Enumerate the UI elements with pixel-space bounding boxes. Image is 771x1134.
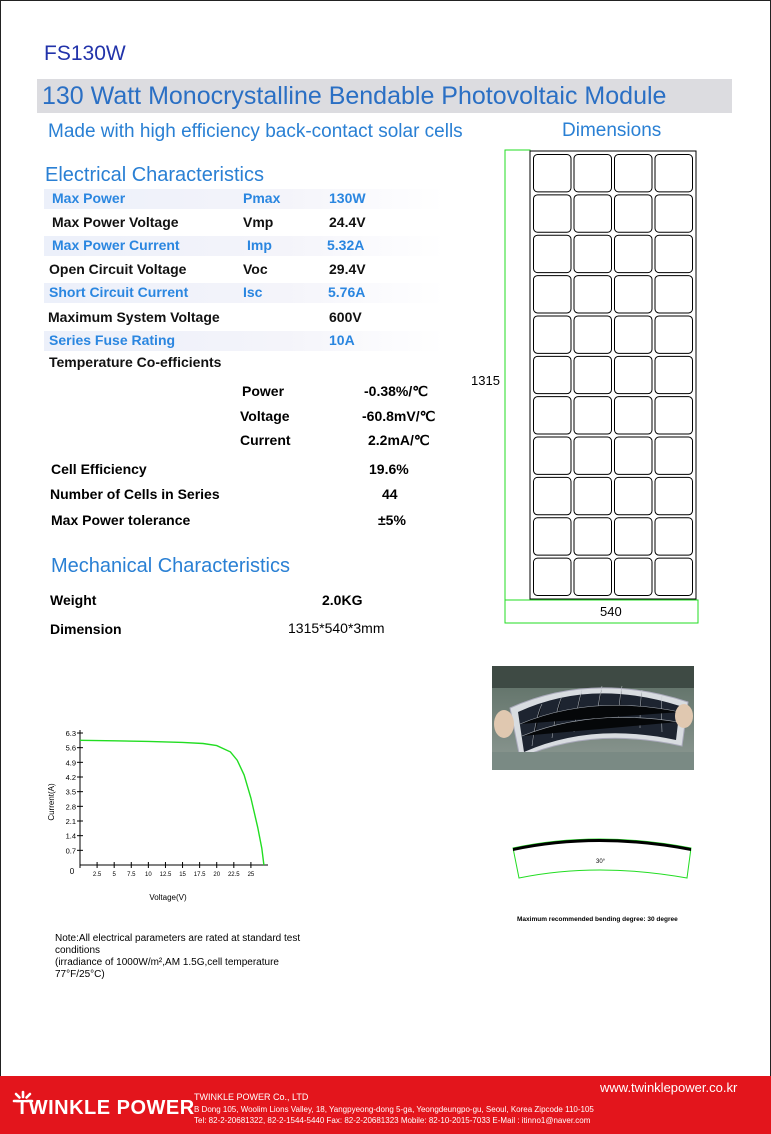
y-tick-label: 6.3 [65,729,76,738]
x-tick-label: 12.5 [159,872,172,878]
solar-cell [574,276,612,313]
spec-row-max-power-current [44,236,444,256]
x-axis-title: Voltage(V) [149,893,187,902]
bend-angle-diagram [505,830,695,925]
solar-cell [534,558,572,595]
dimensions-title: Dimensions [562,120,662,141]
solar-cell [615,397,653,434]
height-dimension-bracket [505,150,530,600]
spec-value: 600V [329,309,362,325]
bend-caption: Maximum recommended bending degree: 30 degree [517,916,678,923]
temp-current-label: Current [240,432,291,448]
spec-value: 5.76A [328,284,366,300]
solar-cell [655,276,693,313]
spec-value: 5.32A [327,237,365,253]
y-tick-label: 2.1 [65,817,76,826]
solar-cell [534,397,572,434]
cell-efficiency-value: 19.6% [369,461,409,477]
spec-value: 29.4V [329,261,366,277]
spec-row-max-power [44,189,444,209]
spec-value: 130W [329,190,366,206]
note-line: (irradiance of 1000W/m²,AM 1.5G,cell temperature [55,957,279,968]
spec-label: Maximum System Voltage [48,309,220,325]
mechanical-heading: Mechanical Characteristics [51,555,290,577]
spec-symbol: Pmax [243,190,281,206]
electrical-heading: Electrical Characteristics [45,164,264,186]
y-tick-label: 4.2 [65,773,76,782]
solar-cell [615,477,653,514]
solar-cell [615,518,653,555]
x-tick-label: 22.5 [227,872,240,878]
spec-label: Series Fuse Rating [49,332,176,348]
spec-row-max-system-voltage [44,308,444,328]
solar-cell [615,558,653,595]
solar-cell [655,558,693,595]
x-tick-label: 20 [213,872,221,878]
x-tick-label: 17.5 [193,872,206,878]
y-tick-label: 3.5 [65,787,76,797]
solar-cell [574,356,612,393]
spec-symbol: Imp [247,237,272,253]
y-axis-title: Current(A) [47,783,56,821]
temp-voltage-label: Voltage [240,408,290,424]
spec-row-series-fuse-rating [44,331,444,351]
solar-cell [655,155,693,192]
iv-curve [80,740,264,865]
spec-symbol: Isc [243,284,263,300]
spec-value: 24.4V [329,214,366,230]
note-line: Note:All electrical parameters are rated at standard test [55,933,301,944]
solar-cell [574,195,612,232]
spec-symbol: Voc [243,261,268,277]
company-address: B Dong 105, Woolim Lions Valley, 18, Yangpyeong-dong 5-ga, Yeongdeungpo-gu, Seoul, Korea Zipcode 110-105 [194,1105,594,1114]
bent-panel-edge [513,839,691,851]
x-tick-label: 0 [69,867,75,876]
spec-label: Short Circuit Current [49,284,189,300]
solar-cell [615,235,653,272]
note-line: conditions [55,945,101,956]
solar-cell [534,518,572,555]
x-tick-label: 10 [145,872,152,878]
height-label: 1315 [471,373,500,388]
page-title: 130 Watt Monocrystalline Bendable Photovoltaic Module [42,82,667,110]
solar-cell [655,397,693,434]
x-tick-label: 25 [247,872,255,878]
weight-value: 2.0KG [322,592,363,608]
solar-cell [534,235,572,272]
solar-cell [574,235,612,272]
note-line: 77°F/25°C) [55,969,105,980]
solar-cell [574,558,612,595]
temp-power-label: Power [242,383,285,399]
solar-cell [655,316,693,353]
temp-voltage-value: -60.8mV/℃ [362,408,436,424]
website-link[interactable]: www.twinklepower.co.kr [600,1080,738,1095]
solar-cell [655,477,693,514]
cell-efficiency-label: Cell Efficiency [51,461,147,477]
iv-chart [42,722,282,908]
spec-label: Open Circuit Voltage [49,261,187,277]
brand-logo: TWINKLE POWER [16,1097,195,1119]
width-label: 540 [600,604,622,619]
solar-cell [615,276,653,313]
solar-cell [655,437,693,474]
solar-cell [655,356,693,393]
x-tick-label: 7.5 [127,872,136,878]
x-tick-label: 5 [112,872,116,878]
company-name: TWINKLE POWER Co., LTD [194,1092,309,1102]
temp-current-value: 2.2mA/℃ [368,432,430,448]
solar-cell [615,437,653,474]
spec-value: 10A [329,332,355,348]
x-tick-label: 2.5 [92,872,102,878]
spec-row-max-power-voltage [44,213,444,233]
spec-row-open-circuit-voltage [44,260,444,280]
spec-row-temp-coefficients [44,353,444,373]
solar-cell [534,477,572,514]
solar-cell [615,356,653,393]
dimension-label: Dimension [50,621,122,637]
model-number: FS130W [44,42,126,65]
footer-bar [0,1076,771,1134]
solar-cell [574,477,612,514]
subtitle: Made with high efficiency back-contact solar cells [48,121,463,142]
solar-cell [574,316,612,353]
cells-in-series-value: 44 [382,486,398,502]
y-tick-label: 2.8 [65,802,76,812]
dimension-value: 1315*540*3mm [288,620,385,636]
temp-power-value: -0.38%/℃ [364,383,428,399]
power-tolerance-label: Max Power tolerance [51,512,191,528]
x-tick-label: 15 [179,872,186,878]
company-contact: Tel: 82-2-20681322, 82-2-1544-5440 Fax: 82-2-20681323 Mobile: 82-10-2015-7033 E-Mail : itinno1@naver.com [194,1116,591,1125]
spec-label: Max Power Current [52,237,180,253]
solar-cell [534,155,572,192]
power-tolerance-value: ±5% [378,512,406,528]
solar-cell [574,518,612,555]
bend-angle-label: 30° [596,859,606,865]
y-tick-label: 5.6 [65,743,76,753]
spec-label: Max Power [52,190,126,206]
spec-row-short-circuit-current [44,283,444,303]
solar-cell [534,356,572,393]
note-block [55,933,300,981]
y-tick-label: 0.7 [65,846,76,856]
bent-panel-photo [492,666,694,770]
solar-cell [655,235,693,272]
weight-label: Weight [50,592,97,608]
solar-cell [574,397,612,434]
solar-cell [574,155,612,192]
cells-in-series-label: Number of Cells in Series [50,486,220,502]
spec-label: Temperature Co-efficients [49,354,222,370]
solar-cell [574,437,612,474]
y-tick-label: 4.9 [65,758,76,768]
solar-cell [615,316,653,353]
solar-cell [615,155,653,192]
solar-cell [655,195,693,232]
solar-cell [655,518,693,555]
spec-symbol: Vmp [243,214,274,230]
solar-cell [534,437,572,474]
solar-cell [534,276,572,313]
solar-cell [534,316,572,353]
spec-label: Max Power Voltage [52,214,179,230]
y-tick-label: 1.4 [65,831,76,841]
solar-cell [615,195,653,232]
panel-dimension-diagram [465,145,710,625]
solar-cell [534,195,572,232]
